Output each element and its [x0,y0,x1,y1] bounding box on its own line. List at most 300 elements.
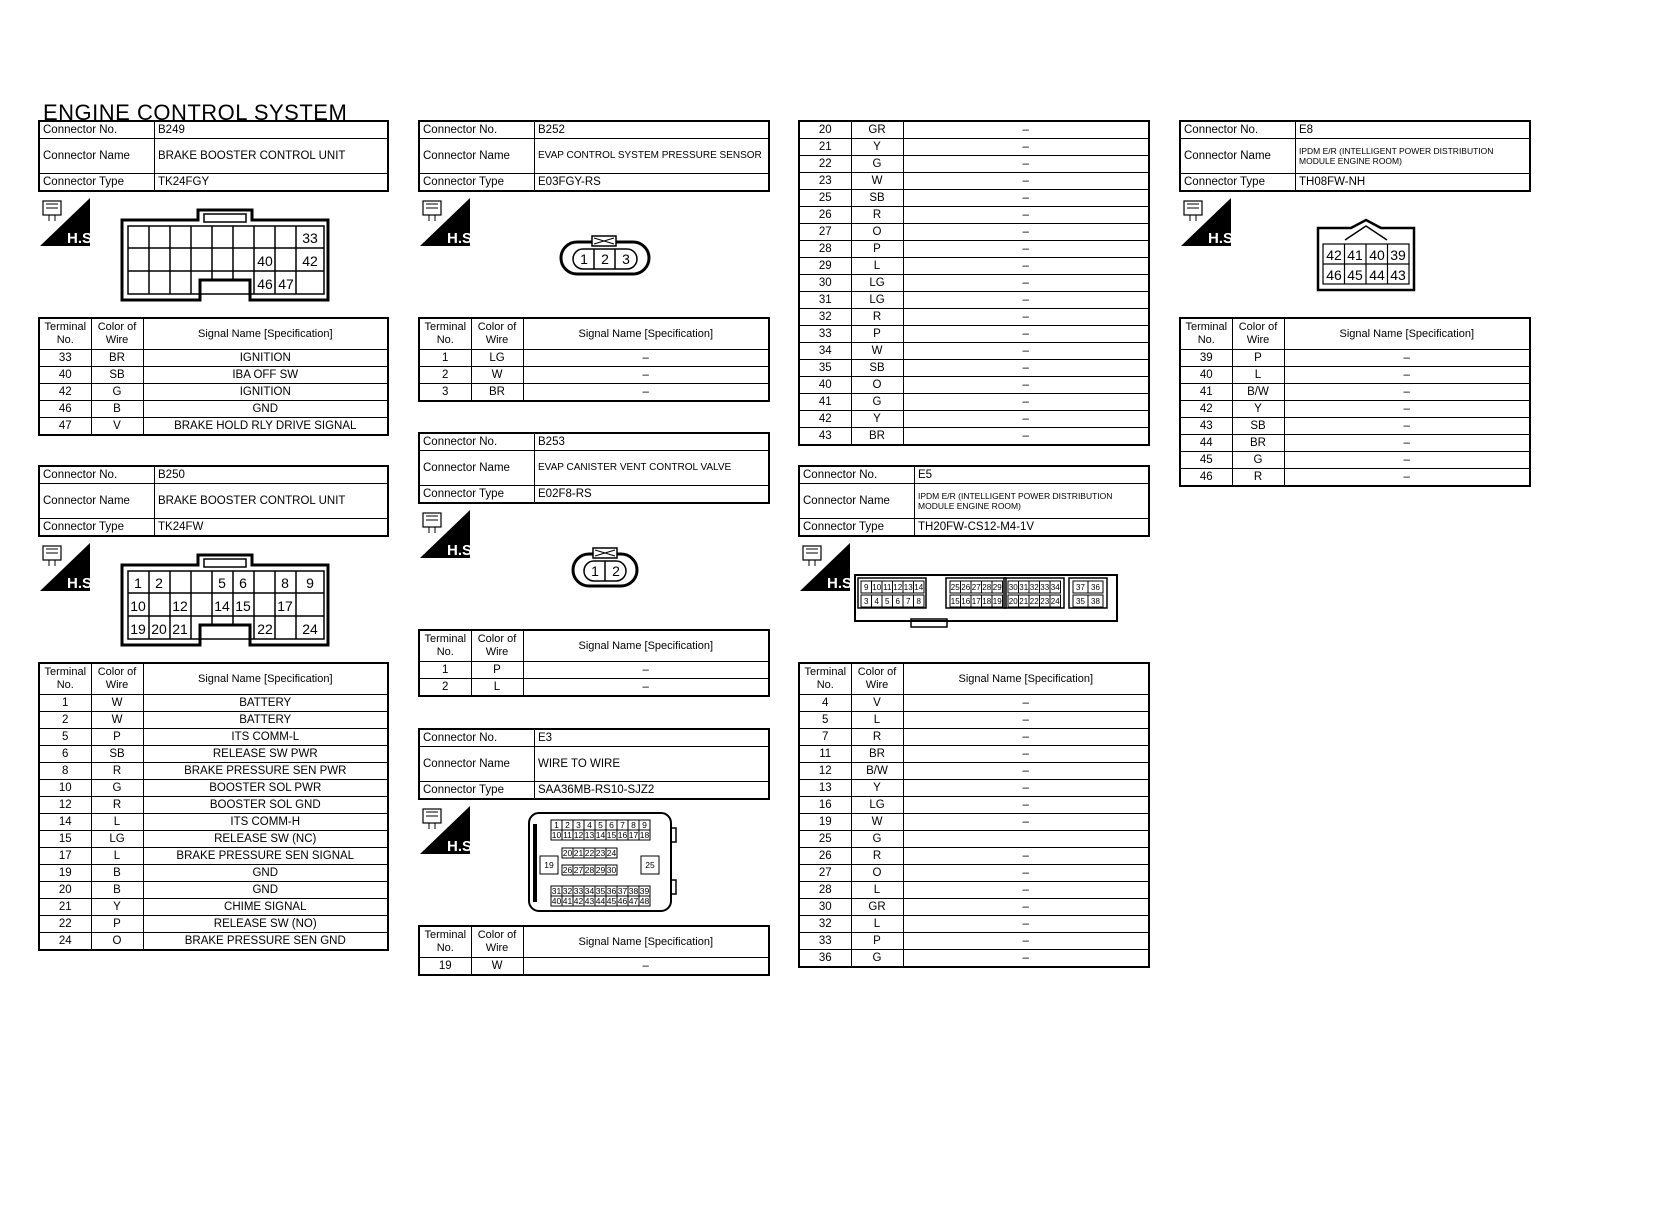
wire-color-cell: W [91,695,143,712]
wire-color-cell: G [851,394,903,411]
pin-label: 27 [971,583,981,592]
wire-color-cell: LG [91,831,143,848]
pin-40: 40 [257,253,273,269]
wire-color-cell: R [851,848,903,865]
signal-name-cell: – [903,156,1149,173]
wire-color-cell: O [851,865,903,882]
signal-name-cell: – [1284,367,1530,384]
wire-color-cell: W [851,814,903,831]
signal-name-cell: – [903,326,1149,343]
table-row [799,882,1149,899]
signal-name-header: Signal Name [Specification] [523,926,769,958]
pin-2: 2 [612,563,620,579]
connector-b249-info [38,120,389,192]
terminal-no-cell: 40 [799,377,851,394]
connector-type-value: SAA36MB-RS10-SJZ2 [535,782,770,800]
pin-label: 3 [864,597,869,606]
pin-label: 15 [950,597,960,606]
terminal-no-cell: 19 [39,865,91,882]
pin-40: 40 [1369,247,1385,263]
wire-color-cell: G [91,780,143,797]
terminal-no-cell: 40 [39,367,91,384]
connector-b252-diagram [418,192,770,307]
page-title: ENGINE CONTROL SYSTEM [43,100,348,125]
table-row [799,343,1149,360]
connector-type-value: E03FGY-RS [535,174,770,192]
connector-name-label: Connector Name [419,451,535,486]
pin-label: 16 [617,830,628,840]
signal-name-cell: BRAKE PRESSURE SEN SIGNAL [143,848,388,865]
pin-17: 17 [277,598,293,614]
table-row [799,190,1149,207]
pin-46: 46 [257,276,273,292]
pin-label: 11 [563,830,572,840]
terminal-no-header: Terminal No. [419,318,471,350]
pin-44: 44 [1369,267,1385,283]
pin-label: 6 [609,820,614,830]
pin-label: 15 [606,830,617,840]
wire-color-cell: R [1232,469,1284,487]
pin-46: 46 [1326,267,1342,283]
terminal-no-cell: 14 [39,814,91,831]
table-row [799,207,1149,224]
terminal-no-cell: 39 [1180,350,1232,367]
signal-name-cell: – [1284,350,1530,367]
wire-color-cell: SB [851,190,903,207]
terminal-no-cell: 12 [39,797,91,814]
pin-label: 34 [1050,583,1060,592]
table-row [799,173,1149,190]
table-row [799,916,1149,933]
connector-b253-terminal-table [418,629,770,697]
connector-no-value: B249 [155,121,389,139]
table-row [1180,435,1530,452]
pin-45: 45 [1347,267,1363,283]
wire-color-cell: Y [851,139,903,156]
pin-label: 47 [628,896,639,906]
terminal-no-cell: 41 [1180,384,1232,401]
pin-label: 25 [645,860,655,870]
terminal-no-cell: 27 [799,865,851,882]
terminal-no-cell: 7 [799,729,851,746]
connector-e5-continued-table [798,120,1150,446]
wire-color-cell: W [851,173,903,190]
pin-label: 40 [551,896,562,906]
wire-color-cell: L [851,916,903,933]
pin-1: 1 [580,251,588,267]
pin-label: 29 [992,583,1002,592]
connector-no-label: Connector No. [799,466,915,484]
connector-no-label: Connector No. [39,466,155,484]
pin-label: 33 [573,886,584,896]
pin-20: 20 [151,621,167,637]
table-row [419,367,769,384]
wire-color-cell: BR [1232,435,1284,452]
terminal-no-cell: 1 [419,662,471,679]
pin-43: 43 [1390,267,1406,283]
table-row [799,848,1149,865]
connector-type-label: Connector Type [419,174,535,192]
terminal-no-cell: 33 [39,350,91,367]
connector-no-label: Connector No. [419,121,535,139]
pin-19: 19 [130,621,146,637]
terminal-no-cell: 20 [39,882,91,899]
signal-name-cell: BRAKE HOLD RLY DRIVE SIGNAL [143,418,388,436]
connector-no-label: Connector No. [39,121,155,139]
connector-name-value: BRAKE BOOSTER CONTROL UNIT [155,139,389,174]
connector-b253-info [418,432,770,504]
pin-label: 31 [551,886,562,896]
signal-name-cell: – [903,712,1149,729]
signal-name-cell: BRAKE PRESSURE SEN GND [143,933,388,951]
table-row [799,729,1149,746]
wire-color-cell: P [91,916,143,933]
signal-name-header: Signal Name [Specification] [1284,318,1530,350]
wire-color-cell: SB [91,367,143,384]
connector-name-value: EVAP CANISTER VENT CONTROL VALVE [535,451,770,486]
table-row [799,695,1149,712]
pin-label: 5 [598,820,603,830]
connector-name-value: WIRE TO WIRE [535,747,770,782]
wire-color-cell: P [91,729,143,746]
pin-label: 12 [573,830,584,840]
connector-b250-info [38,465,389,537]
pin-label: 30 [1008,583,1018,592]
terminal-no-cell: 21 [799,139,851,156]
color-of-wire-header: Color of Wire [851,663,903,695]
pin-label: 36 [606,886,617,896]
wire-color-cell: W [471,958,523,976]
wire-color-cell: GR [851,121,903,139]
pin-label: 28 [584,865,595,875]
signal-name-cell: – [523,367,769,384]
signal-name-cell: – [903,797,1149,814]
signal-name-cell: – [523,350,769,367]
pin-label: 29 [595,865,606,875]
table-row [39,367,388,384]
signal-name-cell: IGNITION [143,384,388,401]
signal-name-cell: BATTERY [143,695,388,712]
signal-name-cell: – [903,275,1149,292]
harness-side-icon [40,543,97,592]
signal-name-cell: – [523,662,769,679]
signal-name-cell: – [1284,401,1530,418]
pin-label: 20 [562,848,573,858]
pin-label: 42 [573,896,584,906]
wire-color-cell: BR [91,350,143,367]
pin-14: 14 [214,598,230,614]
table-row [799,326,1149,343]
signal-name-cell: – [903,729,1149,746]
connector-no-value: E8 [1296,121,1531,139]
pin-label: 21 [573,848,584,858]
e8-connector-face [1315,216,1417,294]
pin-label: 24 [606,848,617,858]
wire-color-cell: G [851,156,903,173]
table-row [799,411,1149,428]
color-of-wire-header: Color of Wire [471,630,523,662]
terminal-no-cell: 35 [799,360,851,377]
terminal-no-cell: 5 [39,729,91,746]
terminal-no-cell: 20 [799,121,851,139]
connector-type-label: Connector Type [419,782,535,800]
b250-connector-face [120,551,330,647]
table-row [799,780,1149,797]
connector-type-label: Connector Type [39,519,155,537]
signal-name-cell: RELEASE SW (NC) [143,831,388,848]
wire-color-cell: O [851,224,903,241]
b252-connector-face [558,232,652,278]
wire-color-cell: LG [851,797,903,814]
connector-e8-terminal-table [1179,317,1531,487]
pin-label: 17 [628,830,639,840]
table-row [799,241,1149,258]
pin-21: 21 [172,621,188,637]
pin-label: 43 [584,896,595,906]
pin-41: 41 [1347,247,1363,263]
wire-color-cell: Y [851,780,903,797]
connector-e3-diagram [418,800,770,918]
pin-label: 31 [1019,583,1029,592]
wire-color-cell: P [1232,350,1284,367]
wire-color-cell: SB [91,746,143,763]
terminal-no-cell: 19 [799,814,851,831]
pin-label: 36 [1091,583,1100,592]
signal-name-cell: – [903,428,1149,446]
wire-color-cell: G [851,950,903,968]
signal-name-cell: – [903,258,1149,275]
signal-name-cell: – [903,950,1149,968]
connector-type-label: Connector Type [39,174,155,192]
pin-label: 6 [895,597,900,606]
table-row [799,292,1149,309]
pin-label: 46 [617,896,628,906]
pin-label: 5 [885,597,890,606]
signal-name-cell: – [903,343,1149,360]
signal-name-cell: – [903,377,1149,394]
terminal-no-cell: 46 [1180,469,1232,487]
signal-name-header: Signal Name [Specification] [523,318,769,350]
table-row [39,401,388,418]
table-row [39,746,388,763]
pin-label: 18 [982,597,992,606]
connector-type-value: TH08FW-NH [1296,174,1531,192]
signal-name-cell: – [903,190,1149,207]
terminal-no-cell: 26 [799,848,851,865]
table-row [39,848,388,865]
connector-no-value: E5 [915,466,1150,484]
pin-label: 12 [893,583,903,592]
wire-color-cell: SB [1232,418,1284,435]
pin-label: 22 [1029,597,1039,606]
table-row [39,695,388,712]
color-of-wire-header: Color of Wire [91,663,143,695]
terminal-no-cell: 30 [799,275,851,292]
terminal-no-cell: 5 [799,712,851,729]
table-row [1180,418,1530,435]
signal-name-cell: – [903,763,1149,780]
e3-connector-face [526,810,676,914]
signal-name-cell: – [903,173,1149,190]
connector-b250-terminal-table [38,662,389,951]
wire-color-cell: R [851,309,903,326]
connector-e5-diagram [798,537,1150,652]
terminal-no-header: Terminal No. [1180,318,1232,350]
pin-label: 37 [617,886,628,896]
pin-label: 14 [914,583,924,592]
table-row [39,780,388,797]
pin-label: 48 [639,896,650,906]
table-row [799,360,1149,377]
terminal-no-cell: 3 [419,384,471,402]
pin-label: 23 [1040,597,1050,606]
signal-name-cell: – [903,411,1149,428]
pin-42: 42 [302,253,318,269]
signal-name-cell: – [1284,418,1530,435]
connector-no-label: Connector No. [419,433,535,451]
table-row [799,121,1149,139]
signal-name-cell: CHIME SIGNAL [143,899,388,916]
signal-name-cell: – [903,916,1149,933]
terminal-no-cell: 33 [799,326,851,343]
pin-label: 32 [1029,583,1039,592]
signal-name-cell: – [903,121,1149,139]
wire-color-cell: BR [851,428,903,446]
connector-no-label: Connector No. [419,729,535,747]
terminal-no-cell: 28 [799,241,851,258]
pin-8: 8 [281,575,289,591]
pin-label: 20 [1008,597,1018,606]
terminal-no-cell: 28 [799,882,851,899]
pin-9: 9 [306,575,314,591]
terminal-no-cell: 30 [799,899,851,916]
wire-color-cell: L [851,258,903,275]
table-row [39,814,388,831]
terminal-no-cell: 21 [39,899,91,916]
table-row [419,384,769,402]
signal-name-cell: RELEASE SW (NO) [143,916,388,933]
connector-name-label: Connector Name [419,747,535,782]
table-row [799,950,1149,968]
terminal-no-cell: 47 [39,418,91,436]
connector-e8-diagram [1179,192,1531,307]
table-row [799,377,1149,394]
pin-label: 2 [565,820,570,830]
wire-color-cell: Y [1232,401,1284,418]
connector-no-value: B252 [535,121,770,139]
terminal-no-cell: 16 [799,797,851,814]
connector-b252-info [418,120,770,192]
connector-b252-terminal-table [418,317,770,402]
connector-name-value: IPDM E/R (INTELLIGENT POWER DISTRIBUTION MODULE ENGINE ROOM) [915,484,1150,519]
harness-side-icon [800,543,857,592]
table-row [799,258,1149,275]
pin-2: 2 [155,575,163,591]
table-row [799,275,1149,292]
terminal-no-cell: 4 [799,695,851,712]
table-row [799,831,1149,848]
pin-label: 10 [872,583,882,592]
pin-39: 39 [1390,247,1406,263]
signal-name-cell: – [903,814,1149,831]
connector-no-value: E3 [535,729,770,747]
terminal-no-cell: 10 [39,780,91,797]
table-row [39,899,388,916]
pin-label: 8 [631,820,636,830]
pin-22: 22 [257,621,273,637]
signal-name-cell: RELEASE SW PWR [143,746,388,763]
pin-1: 1 [134,575,142,591]
signal-name-cell: GND [143,401,388,418]
table-row [799,394,1149,411]
terminal-no-cell: 32 [799,916,851,933]
signal-name-cell: – [903,695,1149,712]
signal-name-header: Signal Name [Specification] [903,663,1149,695]
wire-color-cell: L [851,712,903,729]
signal-name-cell: – [1284,469,1530,487]
table-row [799,224,1149,241]
pin-label: 35 [595,886,606,896]
signal-name-cell: ITS COMM-H [143,814,388,831]
wire-color-cell: R [851,207,903,224]
pin-label: 28 [982,583,992,592]
terminal-no-cell: 26 [799,207,851,224]
signal-name-cell: – [1284,435,1530,452]
table-row [799,746,1149,763]
table-row [39,865,388,882]
wire-color-cell: P [851,933,903,950]
pin-2: 2 [601,251,609,267]
terminal-no-cell: 22 [799,156,851,173]
color-of-wire-header: Color of Wire [91,318,143,350]
wire-color-cell: L [851,882,903,899]
harness-side-icon [420,198,477,247]
pin-label: 8 [916,597,921,606]
signal-name-header: Signal Name [Specification] [143,663,388,695]
connector-e5-terminal-table [798,662,1150,968]
pin-label: 26 [562,865,573,875]
pin-label: 44 [595,896,606,906]
terminal-no-cell: 2 [39,712,91,729]
wire-color-cell: L [91,848,143,865]
terminal-no-cell: 23 [799,173,851,190]
table-row [39,729,388,746]
connector-e8-info [1179,120,1531,192]
table-row [799,712,1149,729]
signal-name-cell: – [903,309,1149,326]
signal-name-cell: – [903,394,1149,411]
table-row [799,865,1149,882]
table-row [419,662,769,679]
terminal-no-cell: 43 [799,428,851,446]
color-of-wire-header: Color of Wire [471,926,523,958]
signal-name-cell: – [903,292,1149,309]
connector-e5-info [798,465,1150,537]
wire-color-cell: B/W [1232,384,1284,401]
pin-label: 41 [562,896,573,906]
pin-10: 10 [130,598,146,614]
b253-connector-face [570,544,640,590]
pin-label: 34 [584,886,595,896]
table-row [419,958,769,976]
pin-label: 23 [595,848,606,858]
wire-color-cell: Y [851,411,903,428]
wire-color-cell: B/W [851,763,903,780]
connector-type-value: TK24FGY [155,174,389,192]
signal-name-cell: ITS COMM-L [143,729,388,746]
connector-e3-info [418,728,770,800]
signal-name-cell: BATTERY [143,712,388,729]
